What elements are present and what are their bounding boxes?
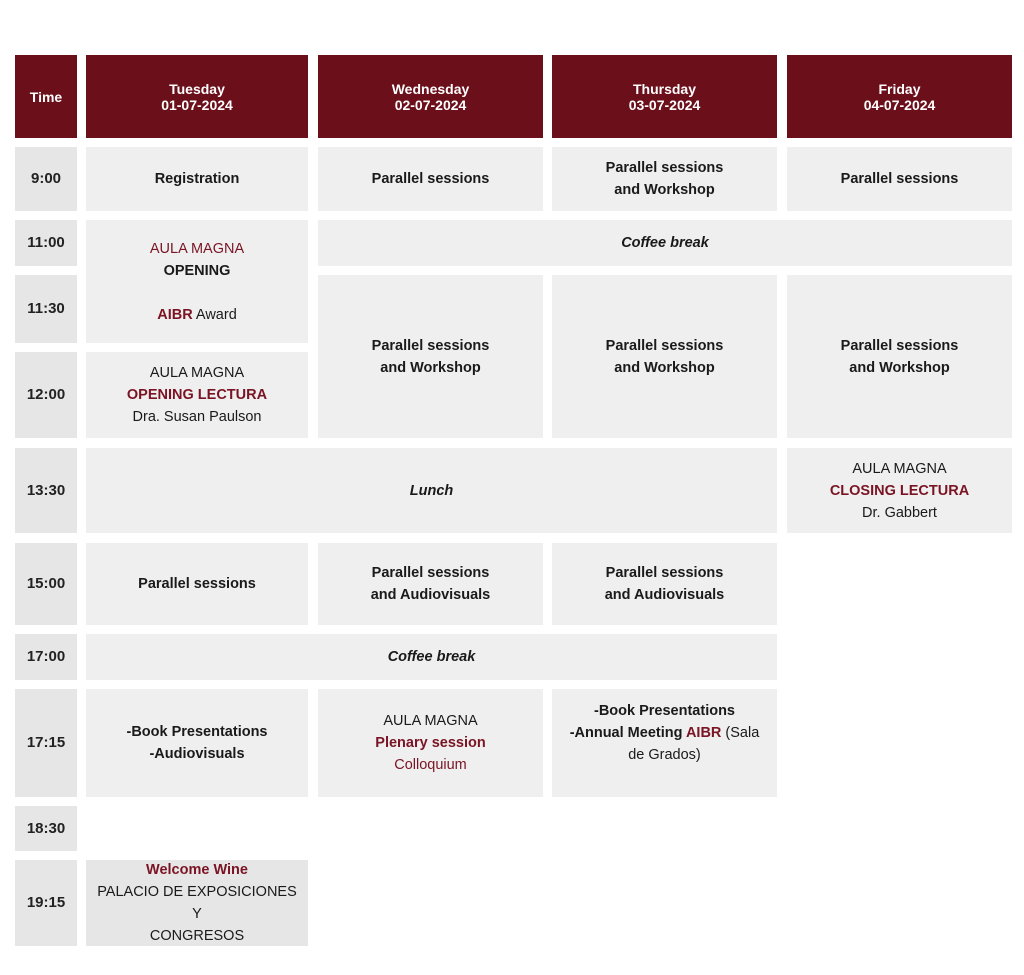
coffee-break: Coffee break xyxy=(86,634,777,680)
time-slot: 9:00 xyxy=(15,147,77,211)
session-title: OPENING LECTURA xyxy=(126,387,268,403)
time-slot: 18:30 xyxy=(15,806,77,851)
room-label: de Grados) xyxy=(628,747,701,763)
venue-label: AULA MAGNA xyxy=(383,713,478,729)
header-day-date: 04-07-2024 xyxy=(863,96,936,113)
header-friday xyxy=(787,55,1012,138)
header-tuesday xyxy=(86,55,308,138)
session-opening xyxy=(86,220,308,343)
room-label: (Sala xyxy=(721,725,760,741)
header-thursday xyxy=(552,55,777,138)
session-line: Parallel sessions xyxy=(371,565,490,581)
org-label: AIBR xyxy=(157,306,193,323)
session-title: OPENING xyxy=(163,262,231,279)
lunch-break: Lunch xyxy=(86,448,777,533)
session-closing-lectura xyxy=(787,448,1012,533)
session-line: and Audiovisuals xyxy=(604,587,725,603)
session-parallel: Parallel sessions xyxy=(787,147,1012,211)
time-slot: 13:30 xyxy=(15,448,77,533)
time-slot: 15:00 xyxy=(15,543,77,625)
speaker-label: Dr. Gabbert xyxy=(862,504,937,521)
time-slot: 11:00 xyxy=(15,220,77,266)
venue-label: CONGRESOS xyxy=(149,928,245,944)
header-day-name: Tuesday xyxy=(169,80,225,97)
session-parallel-audiovisuals xyxy=(318,543,543,625)
session-title: Plenary session xyxy=(375,735,486,751)
header-wednesday xyxy=(318,55,543,138)
speaker-label: Dra. Susan Paulson xyxy=(132,409,262,425)
session-parallel-workshop xyxy=(318,275,543,438)
session-line: Parallel sessions xyxy=(605,565,724,581)
header-day-date: 01-07-2024 xyxy=(161,96,233,113)
venue-label: AULA MAGNA xyxy=(149,365,245,381)
session-parallel-audiovisuals xyxy=(552,543,777,625)
session-opening-lectura xyxy=(86,352,308,438)
time-slot: 12:00 xyxy=(15,352,77,438)
session-parallel-workshop xyxy=(552,275,777,438)
session-plenary xyxy=(318,689,543,797)
org-label: AIBR xyxy=(685,725,722,741)
session-line: and Workshop xyxy=(614,182,715,198)
session-line: -Book Presentations xyxy=(126,724,268,740)
session-registration: Registration xyxy=(86,147,308,211)
session-line: Parallel sessions xyxy=(371,337,490,354)
session-annual-meeting xyxy=(552,689,777,797)
session-parallel: Parallel sessions xyxy=(86,543,308,625)
award-label: Award xyxy=(192,306,237,323)
session-subtitle: Colloquium xyxy=(394,757,467,773)
session-line: and Workshop xyxy=(380,359,481,376)
session-line: and Audiovisuals xyxy=(370,587,491,603)
session-line: Parallel sessions xyxy=(605,160,724,176)
header-day-date: 03-07-2024 xyxy=(628,96,701,113)
session-line: -Book Presentations xyxy=(594,703,735,719)
session-line: Parallel sessions xyxy=(840,337,959,354)
header-day-name: Friday xyxy=(878,80,921,97)
time-slot: 17:00 xyxy=(15,634,77,680)
session-line: and Workshop xyxy=(614,359,715,376)
session-title: Welcome Wine xyxy=(146,862,248,878)
session-line: -Annual Meeting xyxy=(569,725,686,741)
session-book-presentations xyxy=(86,689,308,797)
session-parallel: Parallel sessions xyxy=(318,147,543,211)
venue-label: AULA MAGNA xyxy=(852,460,947,477)
session-parallel-workshop xyxy=(787,275,1012,438)
venue-label: PALACIO DE EXPOSICIONES Y xyxy=(97,884,297,922)
time-slot: 11:30 xyxy=(15,275,77,343)
venue-label: AULA MAGNA xyxy=(149,240,245,257)
coffee-break: Coffee break xyxy=(318,220,1012,266)
header-day-name: Wednesday xyxy=(391,80,470,97)
header-time xyxy=(15,55,77,138)
header-time-label: Time xyxy=(29,88,63,105)
session-title: CLOSING LECTURA xyxy=(829,482,970,499)
session-line: and Workshop xyxy=(849,359,950,376)
session-parallel-workshop xyxy=(552,147,777,211)
time-slot: 17:15 xyxy=(15,689,77,797)
time-slot: 19:15 xyxy=(15,860,77,946)
session-welcome-wine xyxy=(86,860,308,946)
header-day-name: Thursday xyxy=(632,80,696,97)
header-day-date: 02-07-2024 xyxy=(394,96,467,113)
session-line: -Audiovisuals xyxy=(149,746,245,762)
session-line: Parallel sessions xyxy=(605,337,724,354)
